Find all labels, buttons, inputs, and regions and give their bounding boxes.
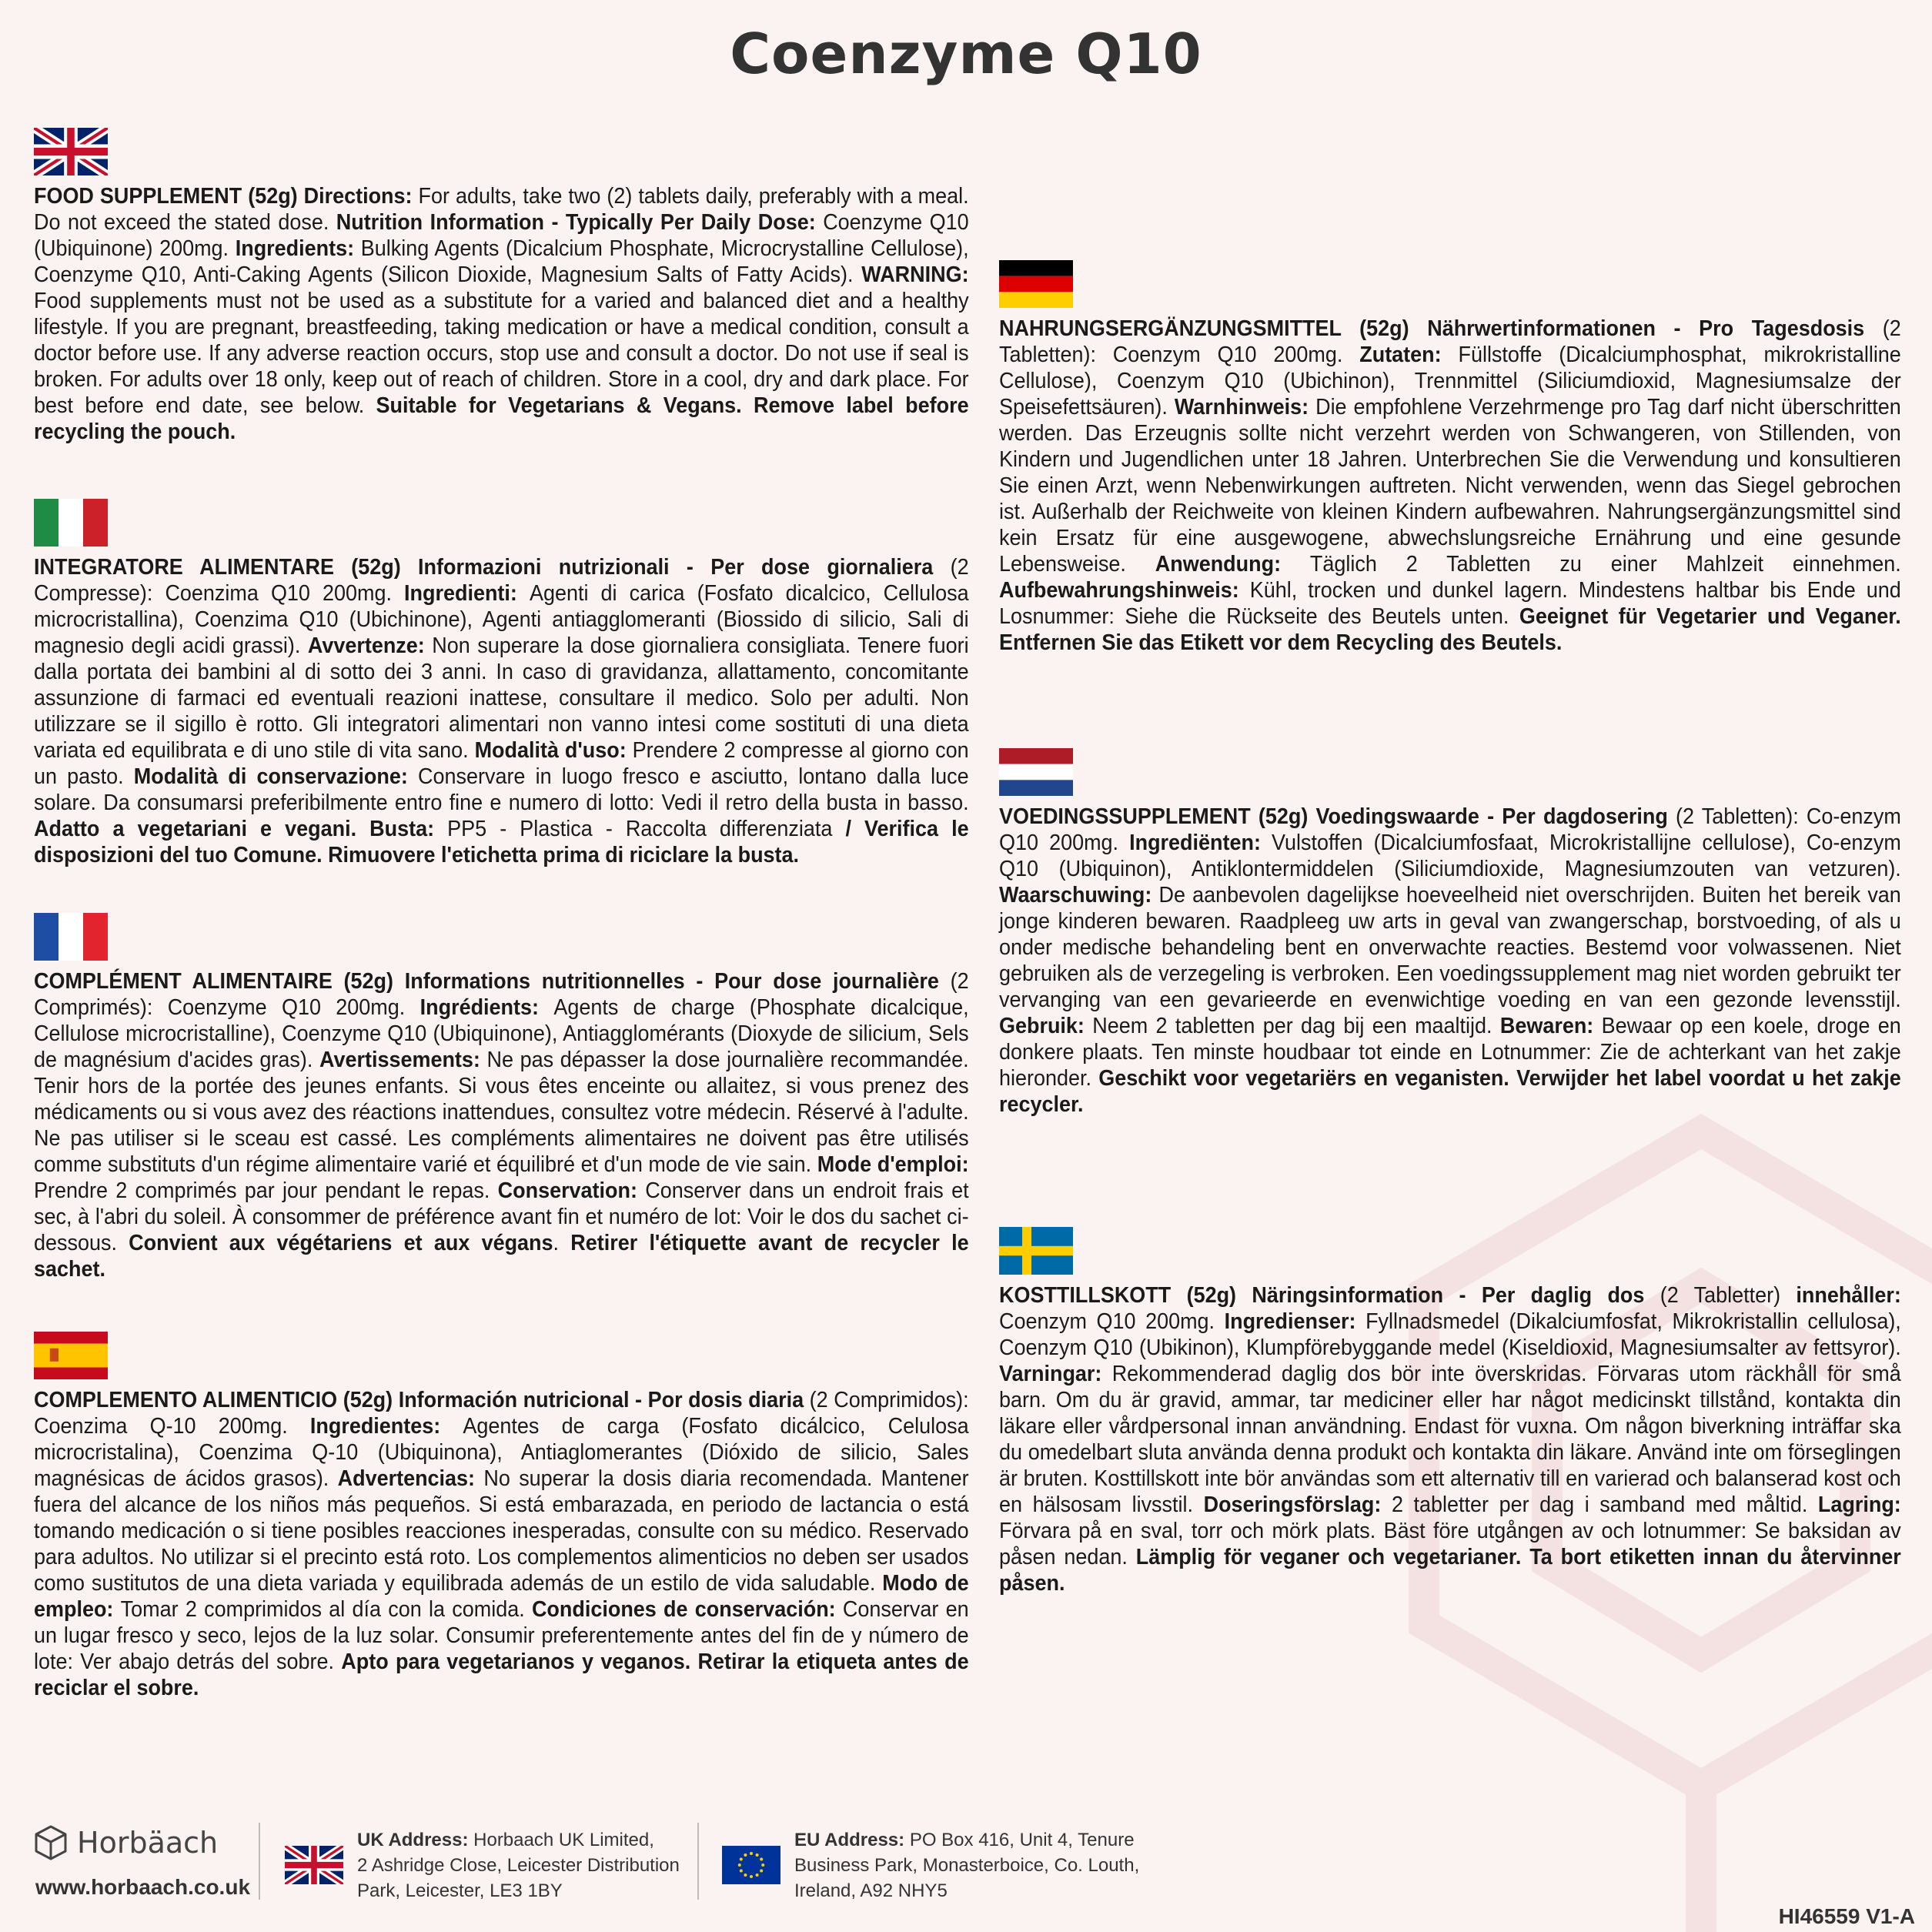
text-run: (2 Comprimidos): Coenzima Q-10 200mg. [34,1388,969,1439]
text-run: Neem 2 tabletten per dag bij een maaltijd. [1092,1014,1500,1038]
bold-text-run: Geschikt voor vegetariërs en veganisten. Verwijder het label voordat u het zakje recycler. [999,1066,1901,1117]
text-run: Die empfohlene Verzehrmenge pro Tag darf nicht überschritten werden. Das Erzeugnis sollte nicht verzehrt werden von Schwangeren, von Stillenden, von Kindern und Jugendlichen unter 18 Jahren. Unterbrechen Sie die Verwendung und konsultieren Sie einen Arzt, wenn Nebenwirkungen auftreten. Nicht verwenden, wenn das Siegel gebrochen ist. Außerhalb der Reichweite von kleinen Kindern aufbewahren. Nahrungsergänzungsmittel sind kein Ersatz für eine ausgewogene, abwechslungsreiche Ernährung und eine gesunde Lebensweise. [999,395,1901,577]
eu-star-icon [760,1870,763,1873]
bold-text-run: Conservation: [497,1178,646,1203]
bold-text-run: Suitable for Vegetarians & Vegans. Remove label before recycling the pouch. [34,393,969,444]
text-run: (2 Tabletten): Co-enzym Q10 200mg. [999,804,1901,855]
bold-text-run: Ingredientes: [309,1414,463,1439]
bold-text-run: Ingredienti: [404,581,530,606]
section-italian [34,499,969,868]
bold-text-run: Aufbewahrungshinweis: [999,578,1250,603]
text-run: Tomar 2 comprimidos al día con la comida. [120,1597,532,1622]
product-code: HI46559 V1-A [1778,1904,1915,1928]
bold-text-run: Waarschuwing: [999,883,1159,908]
bold-text-run: COMPLEMENTO ALIMENTICIO (52g) Información nutricional - Por dosis diaria [34,1388,810,1412]
text-run: (2 Comprimés): Coenzyme Q10 200mg. [34,969,969,1020]
france-flag-icon [34,913,108,961]
bold-text-run: Nutrition Information - Typically Per Daily Dose: [336,210,824,235]
bold-text-run: Avvertenze: [307,633,433,658]
netherlands-flag-icon [999,748,1073,796]
section-french [34,913,969,1282]
bold-text-run: Advertencias: [337,1466,484,1491]
eu-star-icon [740,1858,743,1861]
footer-divider [697,1823,699,1900]
section-spanish [34,1332,969,1701]
eu-star-icon [740,1870,743,1873]
uk-address-line1: Horbaach UK Limited, [468,1830,654,1850]
text-run: PP5 - Plastica - Raccolta differenziata [447,817,846,841]
bold-text-run: Zutaten: [1359,343,1459,367]
eu-flag-small-icon [722,1846,780,1884]
bold-text-run: Lämplig för veganer och vegetarianer. Ta bort etiketten innan du återvinner påsen. [999,1545,1901,1596]
bold-text-run: COMPLÉMENT ALIMENTAIRE (52g) Informations nutritionnelles - Pour dose journalière [34,969,951,994]
text-run: Prendere 2 compresse al giorno con un pasto. [34,738,969,789]
uk-address-line2: 2 Ashridge Close, Leicester Distribution [357,1855,680,1876]
germany-flag-icon [999,260,1073,308]
eu-star-icon [744,1853,747,1857]
bold-text-run: Doseringsförslag: [1203,1492,1392,1517]
bold-text-run: Modalità d'uso: [474,738,633,763]
german-text [999,316,1901,656]
bold-text-run: Ingrediënten: [1129,831,1272,855]
bold-text-run: Modo de empleo: [34,1571,969,1622]
eu-star-icon [744,1874,747,1877]
bold-text-run: Bewaren: [1499,1014,1602,1038]
dutch-text [999,804,1901,1118]
text-run: De aanbevolen dagelijkse hoeveelheid niet overschrijden. Buiten het bereik van jonge kinderen bewaren. Raadpleeg uw arts in geval van zwangerschap, borstvoeding, of als u onder medische behandeling bent en onverwachte reacties. Bestemd voor volwassenen. Niet gebruiken als de verzegeling is verbroken. Een voedingssupplement mag niet worden gebruikt ter vervanging van een gevarieerde en evenwichtige voeding en van een gezonde levensstijl. [999,883,1901,1012]
bold-text-run: Condiciones de conservación: [531,1597,843,1622]
section-german [999,260,1901,656]
bold-text-run: Retirer l'étiquette avant de recycler le sachet. [34,1231,969,1282]
text-run: Kühl, trocken und dunkel lagern. Mindestens haltbar bis Ende und Losnummer: Siehe die Rückseite des Beutels unten. [999,578,1901,629]
text-run: Coenzym Q10 200mg. [999,1309,1225,1334]
bold-text-run: / Verifica le disposizioni del tuo Comune. Rimuovere l'etichetta prima di riciclare la busta. [34,817,969,867]
text-run: Conserver dans un endroit frais et sec, à l'abri du soleil. À consommer de préférence avant fin et numéro de lot: Voir le dos du sachet ci-dessous. [34,1178,969,1255]
text-run: Ne pas dépasser la dose journalière recommandée. Tenir hors de la portée des jeunes enfants. Si vous êtes enceinte ou allaitez, si vous prenez des médicaments ou si vous avez des réactions inattendues, consultez votre médecin. Réservé à l'adulte. Ne pas utiliser si le sceau est cassé. Les compléments alimentaires ne doivent pas être utilisés comme substituts d'un régime alimentaire varié et équilibré et d'un mode de vie sain. [34,1048,969,1177]
text-run: 2 tabletter per dag i samband med måltid. [1391,1492,1818,1517]
footer-divider [259,1823,260,1900]
website-link[interactable]: www.horbaach.co.uk [35,1875,251,1899]
bold-text-run: VOEDINGSSUPPLEMENT (52g) Voedingswaarde - Per dagdosering [999,804,1676,829]
bold-text-run: FOOD SUPPLEMENT (52g) Directions: [34,184,419,209]
swedish-text [999,1282,1901,1596]
uk-flag-small-icon [285,1846,343,1884]
bold-text-run: Adatto a vegetariani e vegani. Busta: [34,817,448,841]
eu-star-icon [750,1852,753,1855]
eu-address-line3: Ireland, A92 NHY5 [794,1880,948,1901]
bold-text-run: Modalità di conservazione: [133,764,419,789]
text-run: Non superare la dose giornaliera consigliata. Tenere fuori dalla portata dei bambini al di sotto dei 3 anni. In caso di gravidanza, allattamento, concomitante assunzione di farmaci ed eventuali reazioni inattese, consultare il medico. Solo per adulti. Non utilizzare se il sigillo è rotto. Gli integratori alimentari non vanno intesi come sostituti di una dieta variata ed equilibrata e di uno stile di vita sano. [34,633,969,763]
text-run: Förvara på en sval, torr och mörk plats. Bäst före utgången av och lotnummer: Se baksidan av påsen nedan. [999,1519,1901,1569]
bold-text-run: Ingrédients: [419,995,554,1020]
bold-text-run: Gebruik: [999,1014,1093,1038]
section-swedish [999,1227,1901,1596]
bold-text-run: Anwendung: [1155,552,1310,577]
bold-text-run: WARNING: [861,262,969,287]
eu-star-icon [750,1875,753,1878]
text-run: Food supplements must not be used as a substitute for a varied and balanced diet and a healthy lifestyle. If you are pregnant, breastfeeding, taking medication or have a medical condition, consult a doctor before use. If any adverse reaction occurs, stop use and consult a doctor. Do not use if seal is broken. For adults over 18 only, keep out of reach of children. Store in a cool, dry and dark place. For best before end date, see below. [34,289,969,418]
uk-flag-icon [34,128,108,175]
uk-address-line3: Park, Leicester, LE3 1BY [357,1880,563,1901]
text-run: No superar la dosis diaria recomendada. Mantener fuera del alcance de los niños más pequeños. Si está embarazada, en periodo de lactancia o está tomando medicación o si tiene posibles reacciones inesperadas, consulte con su médico. Reservado para adultos. No utilizar si el precinto está roto. Los complementos alimenticios no deben ser usados como sustitutos de una dieta variada y equilibrada además de un estilo de vida saludable. [34,1466,969,1596]
eu-star-icon [761,1863,764,1867]
cube-logo-icon [34,1824,68,1861]
spain-flag-icon [34,1332,108,1379]
italian-text [34,554,969,868]
text-run: Coenzyme Q10 (Ubiquinone) 200mg. [34,210,969,261]
text-run: (2 Tabletter) [1660,1283,1797,1308]
bold-text-run: Mode d'emploi: [817,1152,969,1177]
bold-text-run: KOSTTILLSKOTT (52g) Näringsinformation - Per daglig dos [999,1283,1660,1308]
eu-star-icon [738,1863,741,1867]
bold-text-run: Avertissements: [319,1048,487,1072]
bold-text-run: Ingredients: [235,236,361,261]
page-title: Coenzyme Q10 [730,22,1202,86]
text-run: Rekommenderad daglig dos bör inte överskridas. Förvaras utom räckhåll för små barn. Om du är gravid, ammar, tar mediciner eller har något medicinskt tillstånd, kontakta din läkare eller vårdpersonal innan användning. Endast för vuxna. Om någon biverkning inträffar ska du omedelbart sluta använda denna produkt och kontakta din läkare. Använd inte om förseglingen är bruten. Kosttillskott inte bör användas som ett alternativ till en varierad och balanserad kost och en hälsosam livsstil. [999,1362,1901,1517]
french-text [34,968,969,1282]
eu-address-line1: PO Box 416, Unit 4, Tenure [904,1830,1135,1850]
bold-text-run: NAHRUNGSERGÄNZUNGSMITTEL (52g) Nährwertinformationen - Pro Tagesdosis [999,316,1883,341]
brand-logo [34,1824,218,1861]
text-run: Agents de charge (Phosphate dicalcique, Cellulose microcristalline), Coenzyme Q10 (Ubiquinone), Antiagglomérants (Dioxyde de silicium, Sels de magnésium d'acides gras). [34,995,969,1072]
text-run: Bewaar op een koele, droge en donkere plaats. Ten minste houdbaar tot einde en Lotnummer: Zie de achterkant van het zakje hieronder. [999,1014,1901,1091]
section-dutch [999,748,1901,1118]
eu-star-icon [756,1874,759,1877]
bold-text-run: Warnhinweis: [1174,395,1316,419]
eu-address-label: EU Address: [794,1830,905,1850]
bold-text-run: Convient aux végétariens et aux végans [129,1231,553,1255]
brand-name: Horbäach [77,1826,219,1860]
text-run: (2 Compresse): Coenzima Q10 200mg. [34,555,969,606]
uk-address [357,1827,680,1904]
bold-text-run: Geeignet für Vegetarier und Veganer. Entfernen Sie das Etikett vor dem Recycling des Beutels. [999,604,1901,655]
text-run: Agenti di carica (Fosfato dicalcico, Cellulosa microcristallina), Coenzima Q10 (Ubichinone), Agenti antiagglomeranti (Biossido di silicio, Sali di magnesio degli acidi grassi). [34,581,969,658]
text-run: Vulstoffen (Dicalciumfosfaat, Microkristallijne cellulose), Co-enzym Q10 (Ubiquinon), Antiklontermiddelen (Siliciumdioxide, Magnesiumzouten van vetzuren). [999,831,1901,881]
bold-text-run: INTEGRATORE ALIMENTARE (52g) Informazioni nutrizionali - Per dose giornaliera [34,555,951,580]
bold-text-run: Ingredienser: [1224,1309,1366,1334]
sweden-flag-icon [999,1227,1073,1275]
text-run: (2 Tabletten): Coenzym Q10 200mg. [999,316,1901,367]
text-run: Conservar en un lugar fresco y seco, lejos de la luz solar. Consumir preferentemente antes del fin de y número de lote: Ver abajo detrás del sobre. [34,1597,969,1674]
eu-star-icon [760,1858,763,1861]
text-run: Prendre 2 comprimés par jour pendant le repas. [34,1178,498,1203]
section-english [34,128,969,445]
text-run: . [553,1231,571,1255]
english-text [34,183,969,445]
eu-star-icon [756,1853,759,1857]
text-run: Bulking Agents (Dicalcium Phosphate, Microcrystalline Cellulose), Coenzyme Q10, Anti-Caking Agents (Silicon Dioxide, Magnesium Salts of Fatty Acids). [34,236,969,287]
text-run: Füllstoffe (Dicalciumphosphat, mikrokristalline Cellulose), Coenzym Q10 (Ubichinon), Trennmittel (Siliciumdioxid, Magnesiumsalze der Speisefettsäuren). [999,343,1901,419]
bold-text-run: Lagring: [1817,1492,1901,1517]
text-run: Täglich 2 Tabletten zu einer Mahlzeit einnehmen. [1309,552,1901,577]
eu-address-line2: Business Park, Monasterboice, Co. Louth, [794,1855,1140,1876]
text-run: Conservare in luogo fresco e asciutto, lontano dalla luce solare. Da consumarsi preferibilmente entro fine e numero di lotto: Vedi il retro della busta in basso. [34,764,969,815]
bold-text-run: Varningar: [999,1362,1112,1386]
bold-text-run: innehåller: [1796,1283,1901,1308]
text-run: For adults, take two (2) tablets daily, preferably with a meal. Do not exceed the stated dose. [34,184,969,235]
bold-text-run: Apto para vegetarianos y veganos. Retirar la etiqueta antes de reciclar el sobre. [34,1650,969,1700]
spanish-text [34,1387,969,1701]
eu-address [794,1827,1139,1904]
italy-flag-icon [34,499,108,547]
text-run: Fyllnadsmedel (Dikalciumfosfat, Mikrokristallin cellulosa), Coenzym Q10 (Ubikinon), Klumpförebyggande medel (Kiseldioxid, Magnesiumsalter av fettsyror). [999,1309,1901,1360]
text-run: Agentes de carga (Fosfato dicálcico, Celulosa microcristalina), Coenzima Q-10 (Ubiquinona), Antiaglomerantes (Dióxido de silicio, Sales magnésicas de ácidos grasos). [34,1414,969,1491]
uk-address-label: UK Address: [357,1830,469,1850]
